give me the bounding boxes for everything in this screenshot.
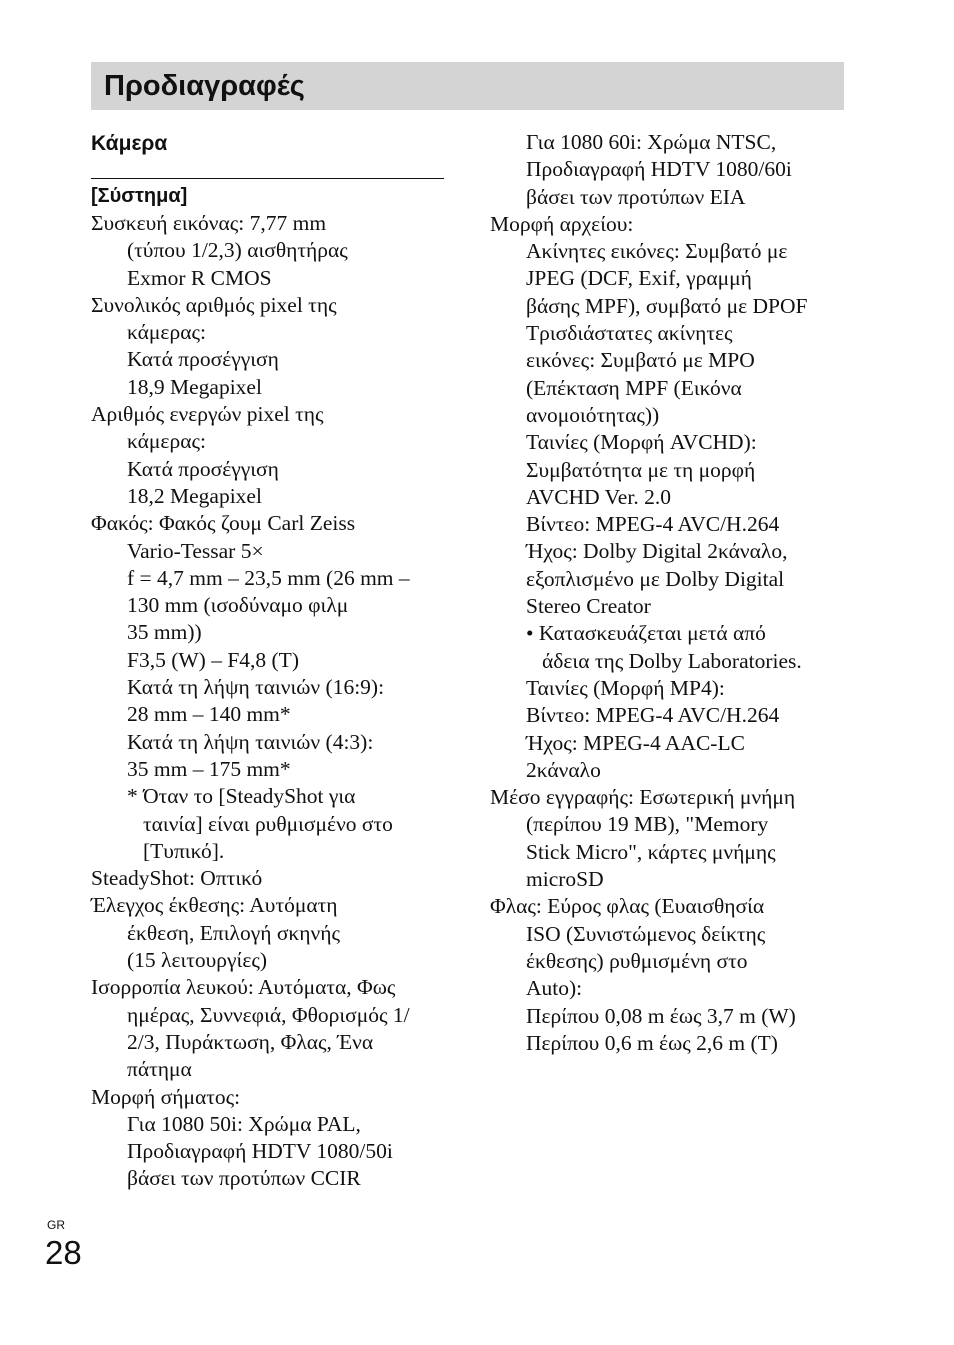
spec-line: Κατά προσέγγιση bbox=[127, 456, 279, 481]
spec-line: 2κάναλο bbox=[526, 757, 601, 782]
spec-line: 18,2 Megapixel bbox=[127, 483, 262, 508]
spec-line: ημέρας, Συννεφιά, Φθορισμός 1/ bbox=[127, 1002, 410, 1027]
spec-line: Μορφή αρχείου: bbox=[490, 211, 634, 236]
spec-line: (περίπου 19 MB), "Memory bbox=[526, 812, 769, 837]
spec-line: βάσει των προτύπων CCIR bbox=[127, 1166, 361, 1191]
spec-line: (15 λειτουργίες) bbox=[127, 948, 268, 973]
spec-line: f = 4,7 mm – 23,5 mm (26 mm – bbox=[127, 565, 410, 590]
section-heading: Κάμερα bbox=[91, 132, 168, 155]
spec-line: 28 mm – 140 mm* bbox=[127, 702, 291, 727]
spec-line: Auto): bbox=[526, 976, 583, 1001]
spec-line: SteadyShot: Οπτικό bbox=[91, 866, 263, 891]
spec-line: Συμβατότητα με τη μορφή bbox=[526, 457, 756, 482]
spec-line: Ήχος: MPEG-4 AAC-LC bbox=[526, 730, 745, 755]
spec-line: ανομοιότητας)) bbox=[526, 402, 660, 427]
spec-line: Κατά τη λήψη ταινιών (16:9): bbox=[127, 675, 385, 700]
spec-line: έκθεσης) ρυθμισμένη στο bbox=[526, 948, 748, 973]
spec-line: Βίντεο: MPEG-4 AVC/H.264 bbox=[526, 512, 780, 537]
footnote-line: ταινία] είναι ρυθμισμένο στο bbox=[143, 811, 393, 836]
spec-line: microSD bbox=[526, 867, 604, 892]
spec-line: Έλεγχος έκθεσης: Αυτόματη bbox=[91, 893, 338, 918]
spec-line: Μέσο εγγραφής: Εσωτερική μνήμη bbox=[490, 785, 796, 810]
spec-line: F3,5 (W) – F4,8 (T) bbox=[127, 647, 299, 672]
spec-line: 35 mm)) bbox=[127, 620, 202, 645]
bullet-line: άδεια της Dolby Laboratories. bbox=[542, 648, 802, 673]
spec-line: πάτημα bbox=[127, 1057, 192, 1082]
spec-line: Τρισδιάστατες ακίνητες bbox=[526, 321, 733, 346]
spec-line: Για 1080 60i: Χρώμα NTSC, bbox=[526, 130, 777, 154]
spec-line: ISO (Συνιστώμενος δείκτης bbox=[526, 921, 766, 946]
spec-line: Ταινίες (Μορφή MP4): bbox=[526, 675, 725, 700]
spec-line: (τύπου 1/2,3) αισθητήρας bbox=[127, 238, 348, 263]
spec-line: Ισορροπία λευκού: Αυτόματα, Φως bbox=[91, 975, 396, 1000]
subsection-heading: [Σύστημα] bbox=[91, 185, 188, 207]
bullet-line: • Κατασκευάζεται μετά από bbox=[526, 621, 766, 646]
section-divider bbox=[91, 178, 444, 179]
spec-line: AVCHD Ver. 2.0 bbox=[526, 484, 671, 509]
spec-line: Μορφή σήματος: bbox=[91, 1084, 241, 1109]
spec-line: Φλας: Εύρος φλας (Ευαισθησία bbox=[490, 894, 765, 919]
spec-line: Αριθμός ενεργών pixel της bbox=[91, 402, 324, 427]
spec-line: Ήχος: Dolby Digital 2κάναλο, bbox=[526, 539, 788, 564]
spec-line: Περίπου 0,6 m έως 2,6 m (T) bbox=[526, 1030, 778, 1055]
spec-line: Κατά τη λήψη ταινιών (4:3): bbox=[127, 729, 374, 754]
spec-line: βάσει των προτύπων EIA bbox=[526, 184, 746, 209]
spec-line: Exmor R CMOS bbox=[127, 265, 272, 290]
spec-line: Stereo Creator bbox=[526, 594, 651, 619]
left-column bbox=[91, 129, 451, 1193]
spec-line: 2/3, Πυράκτωση, Φλας, Ένα bbox=[127, 1029, 374, 1054]
spec-line: Βίντεο: MPEG-4 AVC/H.264 bbox=[526, 703, 780, 728]
spec-line: 130 mm (ισοδύναμο φιλμ bbox=[127, 593, 349, 618]
spec-line: βάσης MPF), συμβατό με DPOF bbox=[526, 293, 808, 318]
spec-line: Vario-Tessar 5× bbox=[127, 538, 264, 563]
spec-line: Συσκευή εικόνας: 7,77 mm bbox=[91, 211, 327, 235]
spec-line: έκθεση, Επιλογή σκηνής bbox=[127, 920, 340, 945]
page-title: Προδιαγραφές bbox=[104, 69, 305, 102]
footnote-line: * Όταν το [SteadyShot για bbox=[127, 784, 356, 809]
spec-line: Περίπου 0,08 m έως 3,7 m (W) bbox=[526, 1003, 796, 1028]
spec-line: 35 mm – 175 mm* bbox=[127, 756, 291, 781]
spec-line: Stick Micro", κάρτες μνήμης bbox=[526, 839, 776, 864]
page-number: 28 bbox=[45, 1234, 82, 1271]
spec-line: εικόνες: Συμβατό με MPO bbox=[526, 348, 755, 373]
spec-line: Για 1080 50i: Χρώμα PAL, bbox=[127, 1111, 361, 1136]
spec-line: (Επέκταση MPF (Εικόνα bbox=[526, 375, 742, 400]
title-bar bbox=[91, 62, 844, 110]
spec-line: Κατά προσέγγιση bbox=[127, 347, 279, 372]
spec-line: Ακίνητες εικόνες: Συμβατό με bbox=[526, 239, 788, 264]
spec-line: κάμερας: bbox=[127, 320, 206, 345]
spec-line: εξοπλισμένο με Dolby Digital bbox=[526, 566, 785, 591]
spec-line: 18,9 Megapixel bbox=[127, 374, 262, 399]
spec-line: JPEG (DCF, Exif, γραμμή bbox=[526, 266, 752, 291]
spec-line: Φακός: Φακός ζουμ Carl Zeiss bbox=[91, 511, 356, 536]
spec-line: κάμερας: bbox=[127, 429, 206, 454]
spec-line: Προδιαγραφή HDTV 1080/50i bbox=[127, 1139, 393, 1164]
right-column bbox=[490, 129, 850, 1057]
language-code: GR bbox=[47, 1218, 65, 1232]
spec-line: Ταινίες (Μορφή AVCHD): bbox=[526, 430, 757, 455]
spec-line: Προδιαγραφή HDTV 1080/60i bbox=[526, 157, 792, 182]
spec-line: Συνολικός αριθμός pixel της bbox=[91, 292, 337, 317]
footnote-line: [Τυπικό]. bbox=[143, 838, 225, 863]
